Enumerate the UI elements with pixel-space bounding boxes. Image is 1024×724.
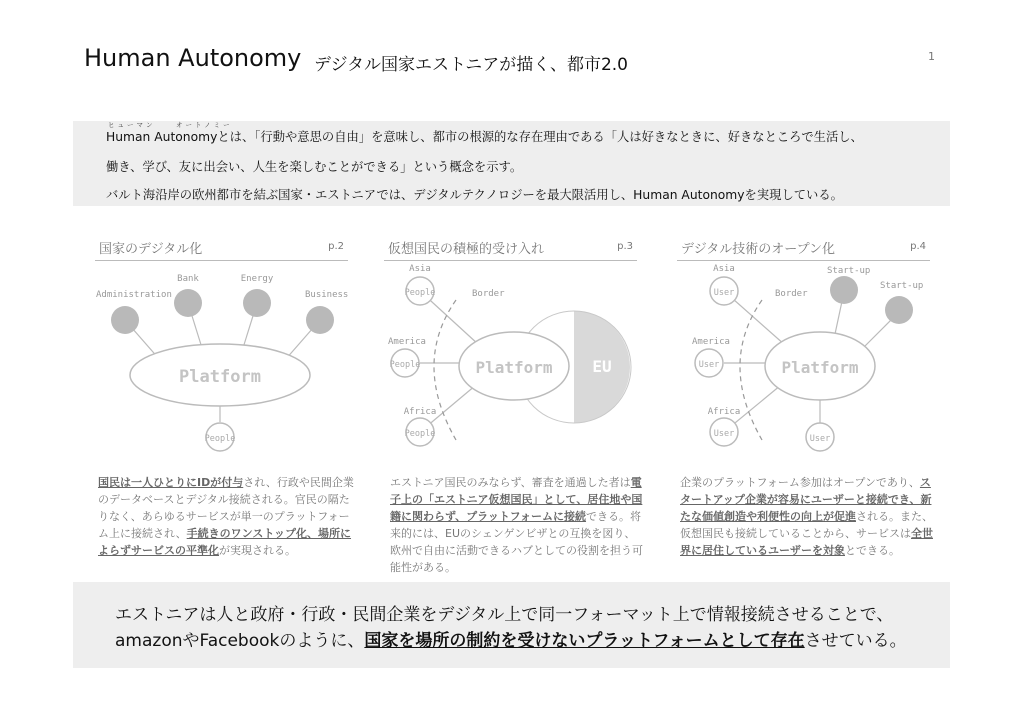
intro-line-1: ヒューマン オートノミー Human Autonomyとは、「行動や意思の自由」を意味し、都市の根源的な存在理由である「人は好きなときに、好きなところで生活し、 (106, 121, 863, 144)
section-page-ref: p.2 (328, 241, 344, 252)
section-heading: 国家のデジタル化 (99, 242, 203, 257)
startup-node-2 (885, 296, 913, 324)
administration-node (111, 306, 139, 334)
desc-open-tech: 企業のプラットフォーム参加はオープンであり、スタートアップ企業が容易にユーザーと接続でき、新たな価値創造や利便性の向上が促進される。また、仮想国民も接続していることから、サービスは全世界に居住しているユーザーを対象とできる。 (680, 476, 933, 557)
section-heading: デジタル技術のオープン化 (681, 242, 836, 257)
business-node (306, 306, 334, 334)
user-label-bottom: User (809, 434, 831, 444)
diagram-virtual-citizens (384, 260, 644, 460)
conclusion-line-2: amazonやFacebookのように、国家を場所の制約を受けないプラットフォームとして存在させている。 (115, 631, 907, 651)
startup-label-1: Start-up (827, 266, 871, 276)
people-label-africa: People (404, 429, 436, 439)
section-page-ref: p.3 (617, 241, 633, 252)
conclusion-panel (73, 582, 950, 668)
diagram-open-tech (677, 260, 937, 460)
user-label-asia: User (713, 288, 735, 298)
administration-label: Administration (96, 290, 172, 300)
platform-label: Platform (179, 367, 261, 387)
people-label-asia: People (404, 288, 436, 298)
ruby-autonomy: オートノミー (176, 121, 233, 129)
startup-node-1 (830, 276, 858, 304)
page-title: Human Autonomy (84, 44, 302, 72)
america-label: America (692, 337, 730, 347)
eu-label: EU (592, 357, 612, 376)
intro-line-3: バルト海沿岸の欧州都市を結ぶ国家・エストニアでは、デジタルテクノロジーを最大限活用し、Human Autonomyを実現している。 (106, 188, 843, 202)
section-header-virtual-citizens (384, 236, 637, 261)
intro-line-2: 働き、学び、友に出会い、人生を楽しむことができる」という概念を示す。 (106, 160, 523, 174)
desc-virtual-citizens: エストニア国民のみならず、審査を通過した者は電子上の「エストニア仮想国民」として、居住地や国籍に関わらず、プラットフォームに接続できる。将来的には、EUのシェンゲンビザとの互換を図り、欧州で自由に活動できるハブとしての役割を担う可能性がある。 (390, 476, 643, 574)
diagram-digital-nation (90, 260, 350, 460)
africa-label: Africa (403, 407, 437, 417)
energy-node (243, 289, 271, 317)
people-label: People (204, 434, 236, 444)
africa-label: Africa (707, 407, 741, 417)
ruby-human: ヒューマン (108, 121, 156, 129)
intro-panel (73, 121, 950, 206)
asia-label: Asia (409, 264, 431, 274)
asia-label: Asia (713, 264, 735, 274)
border-label: Border (472, 289, 505, 299)
page-number: 1 (928, 50, 935, 63)
platform-label: Platform (475, 358, 553, 377)
startup-label-2: Start-up (880, 281, 924, 291)
america-label: America (388, 337, 426, 347)
platform-label: Platform (781, 358, 859, 377)
people-label-america: People (389, 360, 421, 370)
border-label: Border (775, 289, 808, 299)
conclusion-line-1: エストニアは人と政府・行政・民間企業をデジタル上で同一フォーマット上で情報接続させることで、 (115, 605, 894, 625)
user-label-america: User (698, 360, 720, 370)
section-heading: 仮想国民の積極的受け入れ (388, 242, 545, 257)
page-subtitle: デジタル国家エストニアが描く、都市2.0 (314, 55, 628, 75)
bank-node (174, 289, 202, 317)
section-header-open-tech (677, 236, 930, 261)
user-label-africa: User (713, 429, 735, 439)
bank-label: Bank (177, 274, 199, 284)
section-page-ref: p.4 (910, 241, 926, 252)
energy-label: Energy (240, 274, 274, 284)
business-label: Business (305, 290, 349, 300)
desc-digital-nation: 国民は一人ひとりにIDが付与され、行政や民間企業のデータベースとデジタル接続される。官民の隔たりなく、あらゆるサービスが単一のプラットフォーム上に接続され、手続きのワンストップ化、場所によらずサービスの平準化が実現される。 (98, 476, 354, 557)
section-header-digital-nation (95, 236, 348, 261)
